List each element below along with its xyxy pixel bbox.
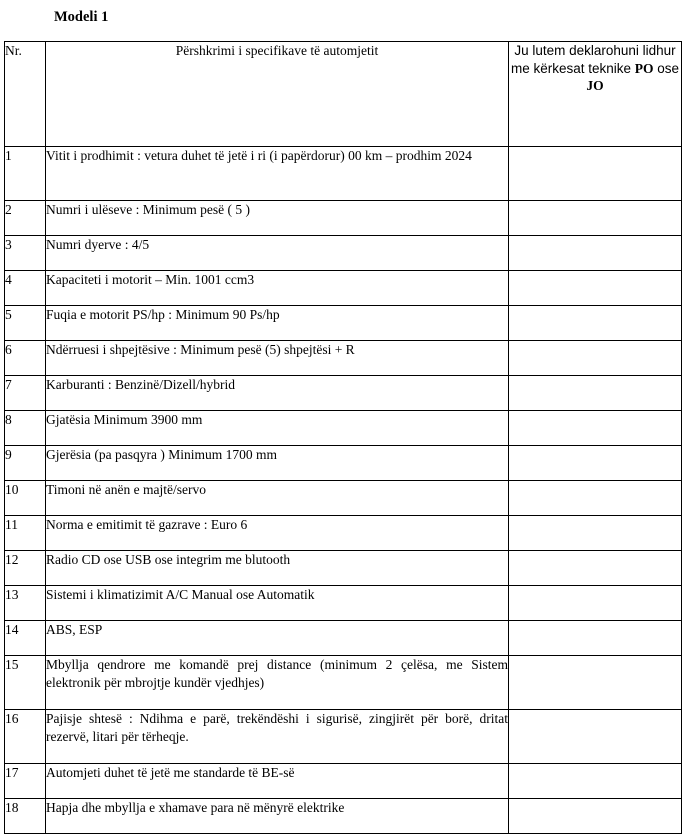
row-description: Numri dyerve : 4/5 xyxy=(46,236,509,271)
row-number: 13 xyxy=(5,586,46,621)
header-description: Përshkrimi i specifikave të automjetit xyxy=(46,42,509,147)
table-row xyxy=(5,341,682,376)
table-row xyxy=(5,306,682,341)
row-answer-cell[interactable] xyxy=(509,201,682,236)
row-answer-cell[interactable] xyxy=(509,271,682,306)
table-row xyxy=(5,236,682,271)
row-answer-cell[interactable] xyxy=(509,586,682,621)
row-answer-cell[interactable] xyxy=(509,341,682,376)
document-heading: Modeli 1 xyxy=(54,9,109,25)
table-row xyxy=(5,376,682,411)
row-description: Gjatësia Minimum 3900 mm xyxy=(46,411,509,446)
table-header-row xyxy=(5,42,682,147)
row-number: 17 xyxy=(5,764,46,799)
row-answer-cell[interactable] xyxy=(509,147,682,201)
table-row xyxy=(5,147,682,201)
table-row xyxy=(5,481,682,516)
row-answer-cell[interactable] xyxy=(509,621,682,656)
row-description: Sistemi i klimatizimit A/C Manual ose Automatik xyxy=(46,586,509,621)
row-number: 18 xyxy=(5,799,46,834)
header-answer-jo: JO xyxy=(586,78,604,93)
row-answer-cell[interactable] xyxy=(509,411,682,446)
row-answer-cell[interactable] xyxy=(509,551,682,586)
row-description: Numri i ulëseve : Minimum pesë ( 5 ) xyxy=(46,201,509,236)
row-description: Pajisje shtesë : Ndihma e parë, trekëndëshi i sigurisë, zingjirët për borë, dritat rezervë, litari për tërheqje. xyxy=(46,710,509,764)
row-description: Vitit i prodhimit : vetura duhet të jetë i ri (i papërdorur) 00 km – prodhim 2024 xyxy=(46,147,509,201)
row-description: Fuqia e motorit PS/hp : Minimum 90 Ps/hp xyxy=(46,306,509,341)
row-number: 15 xyxy=(5,656,46,710)
row-description: ABS, ESP xyxy=(46,621,509,656)
row-number: 9 xyxy=(5,446,46,481)
table-row xyxy=(5,621,682,656)
header-answer-mid: ose xyxy=(653,60,680,76)
row-description: Hapja dhe mbyllja e xhamave para në mënyrë elektrike xyxy=(46,799,509,834)
row-number: 6 xyxy=(5,341,46,376)
header-answer-po: PO xyxy=(634,60,654,76)
row-answer-cell[interactable] xyxy=(509,710,682,764)
table-row xyxy=(5,411,682,446)
row-number: 12 xyxy=(5,551,46,586)
table-row xyxy=(5,710,682,764)
table-row xyxy=(5,656,682,710)
table-row xyxy=(5,586,682,621)
row-description: Kapaciteti i motorit – Min. 1001 ccm3 xyxy=(46,271,509,306)
row-number: 2 xyxy=(5,201,46,236)
row-number: 7 xyxy=(5,376,46,411)
row-answer-cell[interactable] xyxy=(509,481,682,516)
row-number: 10 xyxy=(5,481,46,516)
row-description: Mbyllja qendrore me komandë prej distance (minimum 2 çelësa, me Sistem elektronik për mbrojtje kundër vjedhjes) xyxy=(46,656,509,710)
row-number: 3 xyxy=(5,236,46,271)
row-description: Gjerësia (pa pasqyra ) Minimum 1700 mm xyxy=(46,446,509,481)
table-row xyxy=(5,551,682,586)
table-row xyxy=(5,271,682,306)
header-answer-text: Ju lutem deklarohuni lidhur me kërkesat teknike xyxy=(510,43,676,76)
header-answer xyxy=(509,42,682,147)
row-description: Karburanti : Benzinë/Dizell/hybrid xyxy=(46,376,509,411)
row-number: 16 xyxy=(5,710,46,764)
row-number: 8 xyxy=(5,411,46,446)
header-nr: Nr. xyxy=(5,42,46,147)
table-row xyxy=(5,764,682,799)
table-row xyxy=(5,201,682,236)
row-answer-cell[interactable] xyxy=(509,446,682,481)
row-number: 1 xyxy=(5,147,46,201)
row-answer-cell[interactable] xyxy=(509,764,682,799)
row-answer-cell[interactable] xyxy=(509,236,682,271)
row-number: 11 xyxy=(5,516,46,551)
row-answer-cell[interactable] xyxy=(509,799,682,834)
row-number: 14 xyxy=(5,621,46,656)
row-answer-cell[interactable] xyxy=(509,516,682,551)
row-description: Norma e emitimit të gazrave : Euro 6 xyxy=(46,516,509,551)
row-description: Timoni në anën e majtë/servo xyxy=(46,481,509,516)
row-description: Automjeti duhet të jetë me standarde të BE-së xyxy=(46,764,509,799)
row-description: Ndërruesi i shpejtësive : Minimum pesë (5) shpejtësi + R xyxy=(46,341,509,376)
row-number: 4 xyxy=(5,271,46,306)
row-description: Radio CD ose USB ose integrim me blutooth xyxy=(46,551,509,586)
row-answer-cell[interactable] xyxy=(509,306,682,341)
table-row xyxy=(5,516,682,551)
row-answer-cell[interactable] xyxy=(509,656,682,710)
row-answer-cell[interactable] xyxy=(509,376,682,411)
specifications-table xyxy=(4,41,682,834)
table-row xyxy=(5,799,682,834)
table-row xyxy=(5,446,682,481)
row-number: 5 xyxy=(5,306,46,341)
